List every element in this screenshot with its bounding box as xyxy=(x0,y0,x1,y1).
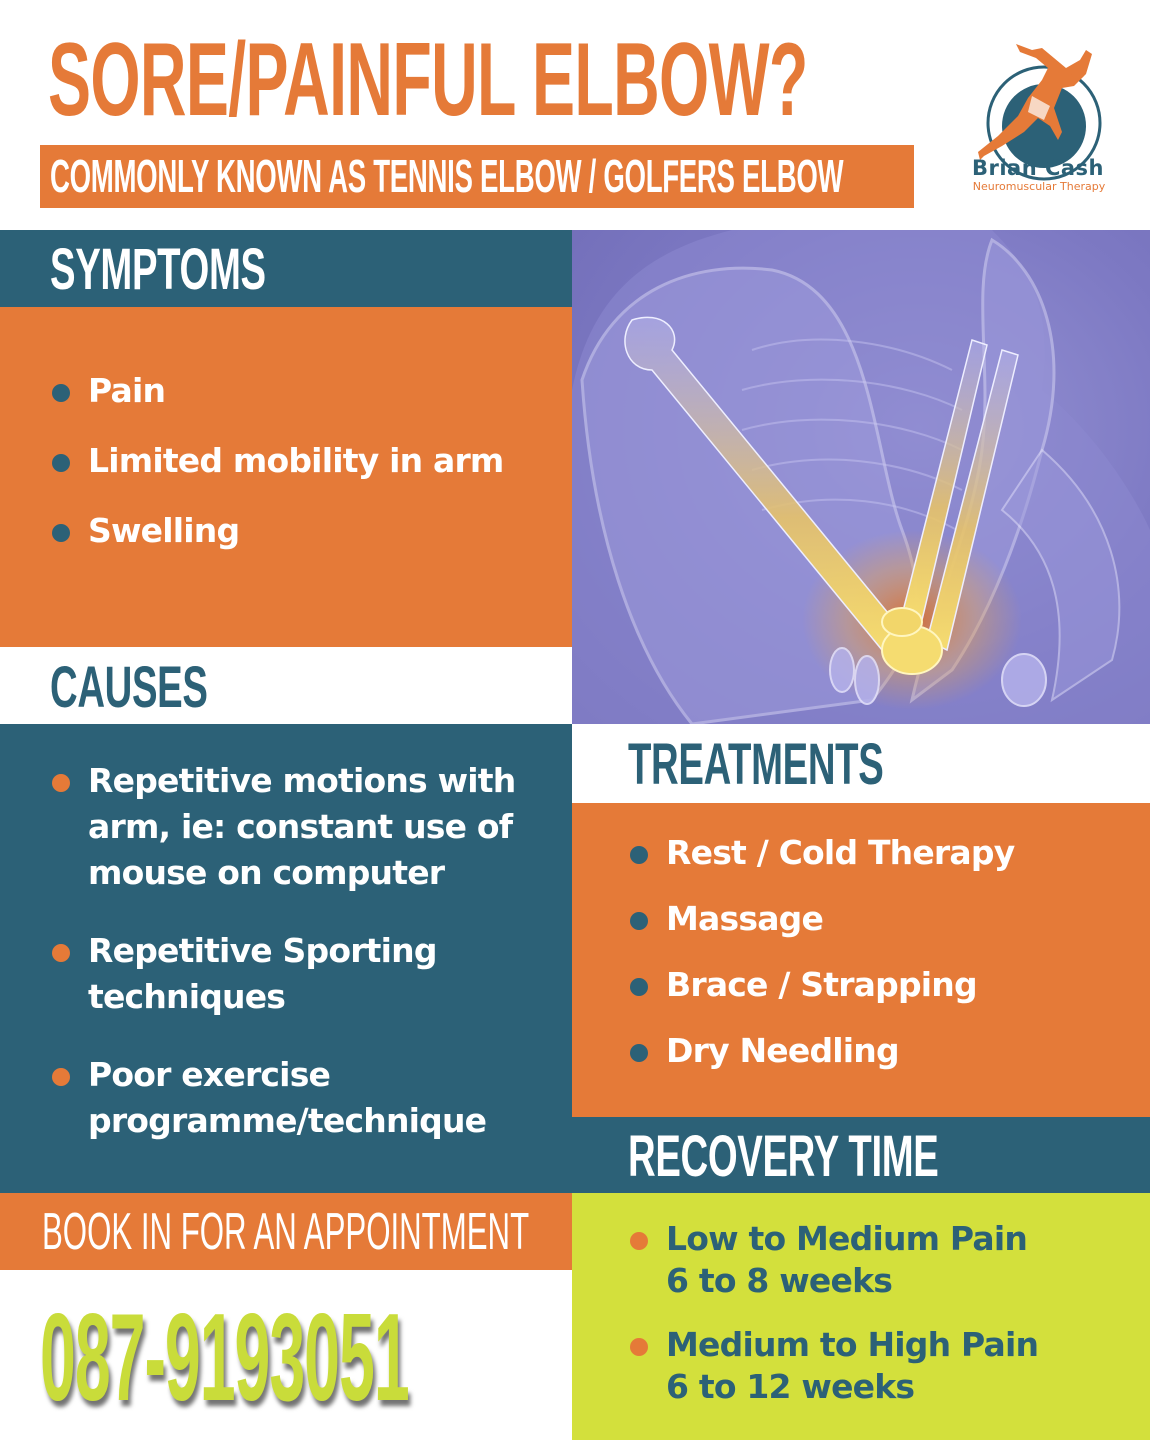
elbow-xray-icon xyxy=(572,230,1150,724)
bullet-icon xyxy=(630,846,648,864)
recovery-heading: RECOVERY TIME xyxy=(628,1124,939,1189)
phone-number[interactable]: 087-9193051 xyxy=(40,1289,409,1427)
symptoms-list xyxy=(50,368,570,578)
bullet-icon xyxy=(52,524,70,542)
recovery-list xyxy=(628,1218,1138,1430)
bullet-icon xyxy=(630,1338,648,1356)
list-item: Swelling xyxy=(50,508,570,554)
bullet-icon xyxy=(52,1068,70,1086)
bullet-icon xyxy=(630,1232,648,1250)
booking-cta: BOOK IN FOR AN APPOINTMENT xyxy=(42,1203,530,1261)
symptoms-heading: SYMPTOMS xyxy=(50,237,266,302)
causes-heading: CAUSES xyxy=(50,655,208,720)
list-item: Repetitive Sporting techniques xyxy=(50,928,550,1020)
treatments-heading: TREATMENTS xyxy=(628,732,884,797)
bullet-icon xyxy=(52,384,70,402)
pain-level: Low to Medium Pain xyxy=(666,1219,1028,1258)
bullet-icon xyxy=(52,944,70,962)
bullet-icon xyxy=(630,1044,648,1062)
pain-level: Medium to High Pain xyxy=(666,1325,1039,1364)
list-item: Dry Needling xyxy=(628,1028,1138,1074)
list-item: Limited mobility in arm xyxy=(50,438,570,484)
list-item xyxy=(628,1218,1138,1302)
list-item: Pain xyxy=(50,368,570,414)
list-item xyxy=(628,1324,1138,1408)
list-item: Repetitive motions with arm, ie: constant use of mouse on computer xyxy=(50,758,550,896)
list-item: Massage xyxy=(628,896,1138,942)
treatments-list xyxy=(628,830,1138,1094)
list-item: Poor exercise programme/technique xyxy=(50,1052,550,1144)
recovery-duration: 6 to 12 weeks xyxy=(666,1367,915,1406)
bullet-icon xyxy=(52,774,70,792)
elbow-xray-illustration xyxy=(572,230,1150,724)
bullet-icon xyxy=(630,978,648,996)
subtitle-text: COMMONLY KNOWN AS TENNIS ELBOW / GOLFERS ELBOW xyxy=(50,150,844,202)
list-item: Brace / Strapping xyxy=(628,962,1138,1008)
recovery-duration: 6 to 8 weeks xyxy=(666,1261,893,1300)
causes-list xyxy=(50,758,550,1176)
bullet-icon xyxy=(630,912,648,930)
logo-brand-name: Brian Cash xyxy=(971,156,1105,180)
bullet-icon xyxy=(52,454,70,472)
logo-tagline: Neuromuscular Therapy xyxy=(972,180,1106,193)
main-title: SORE/PAINFUL ELBOW? xyxy=(48,22,808,138)
list-item: Rest / Cold Therapy xyxy=(628,830,1138,876)
